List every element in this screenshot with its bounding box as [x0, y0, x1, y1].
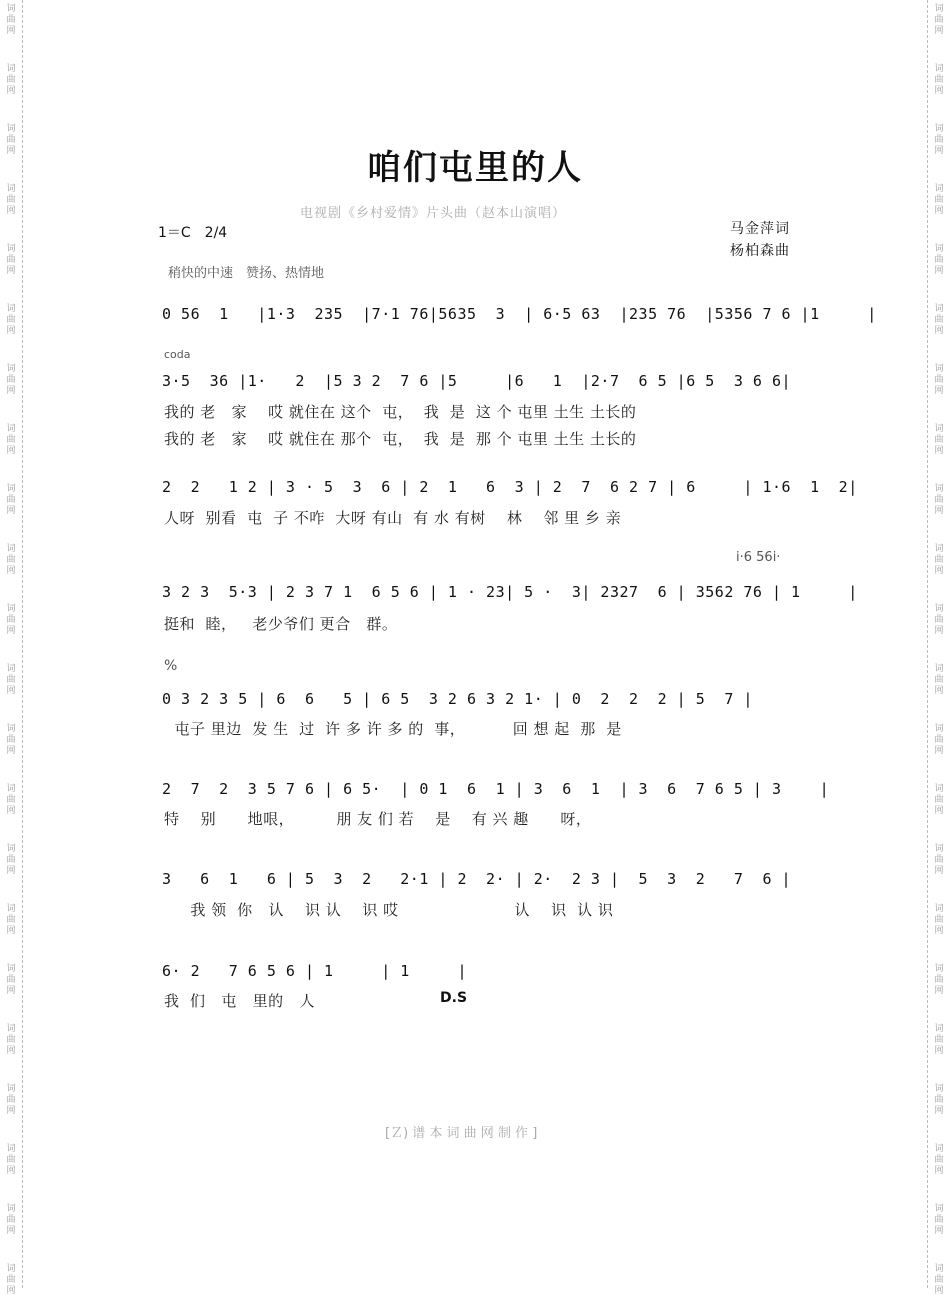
watermark-text: 词 曲 网	[6, 424, 16, 456]
watermark-text: 词 曲 网	[6, 664, 16, 696]
watermark-text: 词 曲 网	[934, 64, 944, 96]
staff-row-6-lyric: 特 别 地哏， 朋 友 们 若 是 有 兴 趣 呀，	[164, 810, 592, 828]
watermark-text: 词 曲 网	[934, 784, 944, 816]
watermark-text: 词 曲 网	[6, 484, 16, 516]
watermark-text: 词 曲 网	[934, 304, 944, 336]
watermark-text: 词 曲 网	[6, 544, 16, 576]
watermark-text: 词 曲 网	[6, 1144, 16, 1176]
watermark-text: 词 曲 网	[6, 244, 16, 276]
key-signature: 1＝C 2/4	[158, 225, 228, 241]
watermark-text: 词 曲 网	[934, 724, 944, 756]
watermark-text: 词 曲 网	[934, 664, 944, 696]
lyricist-credit: 马金萍词	[730, 221, 790, 237]
watermark-text: 词 曲 网	[6, 1084, 16, 1116]
staff-row-7-lyric: 我 领 你 认 识 认 识 哎 认 识 认 识	[164, 901, 614, 919]
watermark-text: 词 曲 网	[6, 304, 16, 336]
footer-credit: [Ｚ) 谱 本 词 曲 网 制 作 ]	[385, 1126, 538, 1141]
watermark-text: 词 曲 网	[6, 64, 16, 96]
watermark-text: 词 曲 网	[934, 1264, 944, 1296]
watermark-text: 词 曲 网	[6, 364, 16, 396]
ending-notes: i·6 56i·	[736, 550, 781, 565]
tempo-marking: 稍快的中速 赞扬、热情地	[168, 266, 325, 281]
staff-row-2-lyric-2: 我的 老 家 哎 就住在 那个 屯， 我 是 那 个 屯里 土生 土长的	[164, 430, 637, 448]
watermark-text: 词 曲 网	[934, 364, 944, 396]
watermark-text: 词 曲 网	[934, 1084, 944, 1116]
watermark-text: 词 曲 网	[6, 1204, 16, 1236]
watermark-text: 词 曲 网	[934, 604, 944, 636]
staff-row-6-notes: 2 7 2 3 5 7 6 | 6 5· | 0 1 6 1 | 3 6 1 | 3 6 7 6 5 | 3 |	[162, 780, 830, 798]
staff-row-8-lyric: 我 们 屯 里的 人	[164, 992, 315, 1010]
staff-row-2-notes: 3·5 36 |1· 2 |5 3 2 7 6 |5 |6 1 |2·7 6 5 |6 5 3 6 6|	[162, 372, 792, 390]
watermark-text: 词 曲 网	[6, 904, 16, 936]
watermark-text: 词 曲 网	[934, 964, 944, 996]
watermark-text: 词 曲 网	[6, 844, 16, 876]
watermark-text: 词 曲 网	[6, 724, 16, 756]
watermark-text: 词 曲 网	[934, 124, 944, 156]
watermark-text: 词 曲 网	[6, 124, 16, 156]
watermark-text: 词 曲 网	[934, 1024, 944, 1056]
watermark-text: 词 曲 网	[6, 1264, 16, 1296]
watermark-text: 词 曲 网	[6, 964, 16, 996]
composer-credit: 杨柏森曲	[730, 243, 790, 259]
staff-row-4-notes: 3 2 3 5·3 | 2 3 7 1 6 5 6 | 1 · 23| 5 · 3| 2327 6 | 3562 76 | 1 |	[162, 583, 858, 601]
ds-mark: D.S	[440, 990, 468, 1006]
staff-row-5-notes: 0 3 2 3 5 | 6 6 5 | 6 5 3 2 6 3 2 1· | 0 2 2 2 | 5 7 |	[162, 690, 753, 708]
staff-row-3-notes: 2 2 1 2 | 3 · 5 3 6 | 2 1 6 3 | 2 7 6 2 7 | 6 | 1·6 1 2|	[162, 478, 858, 496]
watermark-text: 词 曲 网	[934, 424, 944, 456]
staff-row-1-notes: 0 56 1 |1·3 235 |7·1 76|5635 3 | 6·5 63 |235 76 |5356 7 6 |1 |	[162, 305, 877, 323]
coda-mark: coda	[164, 348, 191, 361]
staff-row-8-notes: 6· 2 7 6 5 6 | 1 | 1 |	[162, 962, 467, 980]
watermark-text: 词 曲 网	[6, 184, 16, 216]
song-title: 咱们屯里的人	[367, 148, 583, 188]
watermark-text: 词 曲 网	[934, 844, 944, 876]
watermark-text: 词 曲 网	[934, 1144, 944, 1176]
segno-mark: %	[164, 658, 178, 674]
watermark-text: 词 曲 网	[934, 1204, 944, 1236]
watermark-text: 词 曲 网	[934, 184, 944, 216]
watermark-text: 词 曲 网	[934, 904, 944, 936]
watermark-text: 词 曲 网	[6, 604, 16, 636]
song-subtitle: 电视剧《乡村爱情》片头曲（赵本山演唱）	[300, 206, 567, 221]
watermark-text: 词 曲 网	[6, 784, 16, 816]
staff-row-4-lyric: 挺和 睦， 老少爷们 更合 群。	[164, 615, 398, 633]
watermark-text: 词 曲 网	[934, 544, 944, 576]
staff-row-2-lyric-1: 我的 老 家 哎 就住在 这个 屯， 我 是 这 个 屯里 土生 土长的	[164, 403, 637, 421]
staff-row-5-lyric: 屯子 里边 发 生 过 许 多 许 多 的 事， 回 想 起 那 是	[164, 720, 622, 738]
watermark-text: 词 曲 网	[934, 4, 944, 36]
staff-row-7-notes: 3 6 1 6 | 5 3 2 2·1 | 2 2· | 2· 2 3 | 5 3 2 7 6 |	[162, 870, 792, 888]
watermark-text: 词 曲 网	[6, 1024, 16, 1056]
watermark-text: 词 曲 网	[6, 4, 16, 36]
watermark-text: 词 曲 网	[934, 484, 944, 516]
staff-row-3-lyric: 人呀 别看 屯 子 不咋 大呀 有山 有 水 有树 林 邻 里 乡 亲	[164, 509, 622, 527]
watermark-text: 词 曲 网	[934, 244, 944, 276]
